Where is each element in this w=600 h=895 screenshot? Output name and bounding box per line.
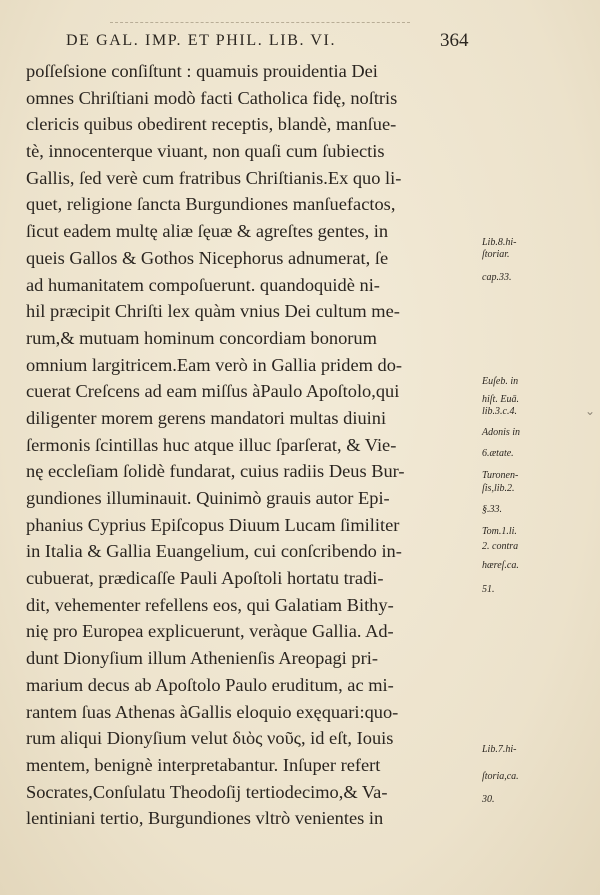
margin-note: Lib.7.hi- — [482, 744, 517, 755]
text-line: nię pro Europea explicuerunt, veràque Gallia. Ad- — [26, 621, 394, 642]
margin-note: hiſt. Euā. — [482, 394, 519, 405]
margin-note: ſtoria,ca. — [482, 771, 519, 782]
text-line: ſermonis ſcintillas huc atque illuc ſparſerat, & Vie- — [26, 434, 397, 455]
text-line: cuerat Creſcens ad eam miſſus àPaulo Apoſtolo,qui — [26, 381, 400, 402]
margin-note: 6.ætate. — [482, 448, 514, 459]
text-line: tè, innocenterque viuant, non quaſi cum ſubiectis — [26, 141, 385, 162]
margin-note: cap.33. — [482, 272, 512, 283]
margin-note: 2. contra — [482, 541, 519, 552]
text-line: rum,& mutuam hominum concordiam bonorum — [26, 327, 377, 348]
text-line: quet, religione ſancta Burgundiones manſuefactos, — [26, 194, 396, 215]
margin-note: §.33. — [482, 504, 502, 515]
text-line: cubuerat, prædicaſſe Pauli Apoſtoli hortatu tradi- — [26, 568, 384, 589]
text-line: dunt Dionyſium illum Athenienſis Areopagi pri- — [26, 648, 378, 669]
text-line: Socrates,Conſulatu Theodoſij tertiodecimo,& Va- — [26, 781, 388, 802]
text-line: marium decus ab Apoſtolo Paulo eruditum, ac mi- — [26, 674, 394, 695]
margin-note: hæreſ.ca. — [482, 560, 519, 571]
top-rule — [110, 22, 410, 23]
main-text — [26, 58, 506, 832]
text-line: omnes Chriſtiani modò facti Catholica fidę, noſtris — [26, 87, 398, 108]
text-line: phanius Cyprius Epiſcopus Diuum Lucam ſimiliter — [26, 514, 400, 535]
text-line: nę eccleſiam ſolidè fundarat, cuius radiis Deus Bur- — [26, 461, 405, 482]
text-line: diligenter morem gerens mandatori multas diuini — [26, 407, 387, 428]
text-line: clericis quibus obedirent receptis, blandè, manſue- — [26, 114, 397, 135]
text-line: hil præcipit Chriſti lex quàm vnius Dei cultum me- — [26, 301, 400, 322]
text-line: Gallis, ſed verè cum fratribus Chriſtianis.Ex quo li- — [26, 167, 402, 188]
text-line: mentem, benignè interpretabantur. Inſuper refert — [26, 754, 381, 775]
margin-tick-mark: ⌄ — [585, 404, 596, 418]
margin-note: Turonen- — [482, 470, 519, 481]
text-line: dit, vehementer refellens eos, qui Galatiam Bithy- — [26, 594, 394, 615]
running-head: DE GAL. IMP. ET PHIL. LIB. VI. — [66, 32, 337, 49]
text-line: omnium largitricem.Eam verò in Gallia pridem do- — [26, 354, 403, 375]
margin-note: lib.3.c.4. — [482, 406, 517, 417]
text-line: ſicut eadem multę aliæ ſęuæ & agreſtes gentes, in — [26, 221, 389, 242]
text-line: in Italia & Gallia Euangelium, cui conſcribendo in- — [26, 541, 402, 562]
margin-note: 51. — [482, 584, 495, 595]
margin-note: ſtoriar. — [482, 249, 510, 260]
text-line: gundiones illuminauit. Quinimò grauis autor Epi- — [26, 488, 390, 508]
text-line: rantem ſuas Athenas àGallis eloquio exęquari:quo- — [26, 701, 399, 722]
text-line: rum aliqui Dionyſium velut διὸς νοῦς, id eſt, Iouis — [26, 728, 394, 749]
margin-note: Adonis in — [482, 427, 521, 438]
page-number: 364 — [440, 30, 469, 51]
margin-note: 30. — [482, 794, 495, 805]
margin-note: Lib.8.hi- — [482, 237, 517, 248]
margin-note: Euſeb. in — [482, 376, 519, 387]
text-line: queis Gallos & Gothos Nicephorus adnumerat, ſe — [26, 247, 389, 268]
text-line: ad humanitatem compoſuerunt. quandoquidè ni- — [26, 274, 380, 295]
text-line: lentiniani tertio, Burgundiones vltrò venientes in — [26, 808, 384, 829]
margin-note: Tom.1.li. — [482, 526, 517, 537]
margin-note: ſis,lib.2. — [482, 483, 515, 494]
text-line: poſſeſsione conſiſtunt : quamuis prouidentia Dei — [26, 61, 378, 81]
